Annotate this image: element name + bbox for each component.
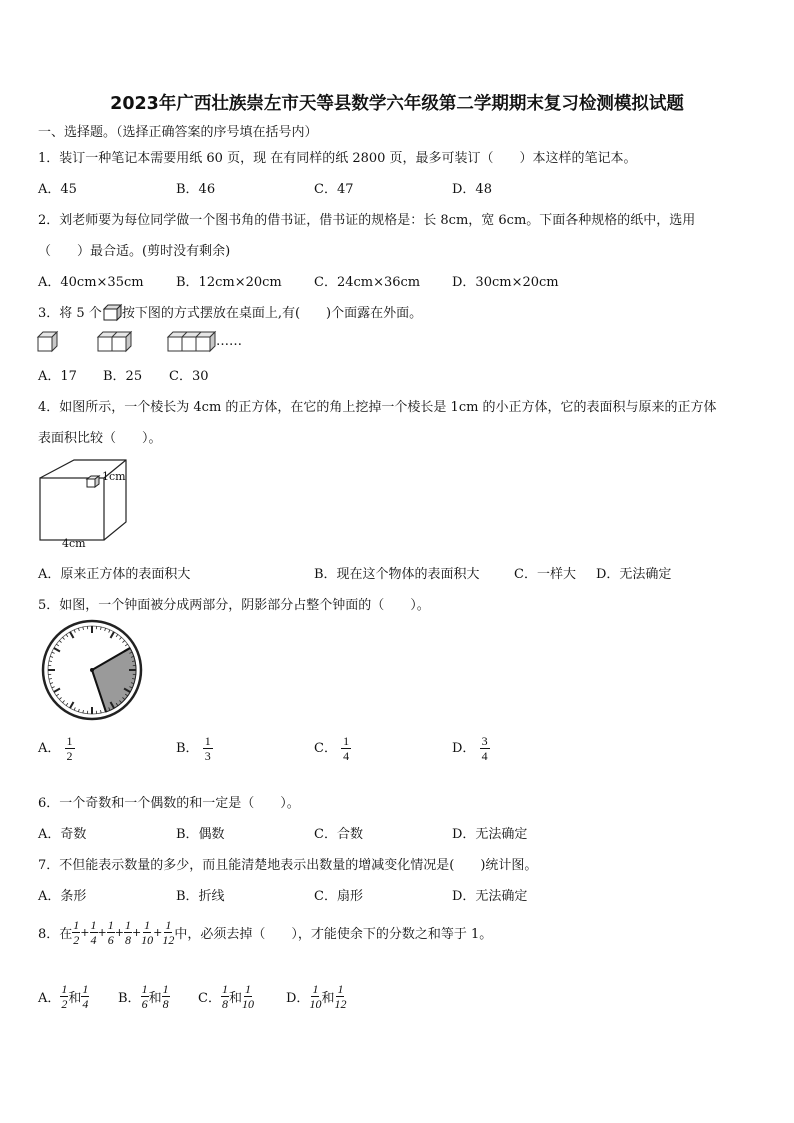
q8-option-d: D． $\frac{1}{10}$ 和 $\frac{1}{12}$ [286, 982, 347, 1011]
option-fraction: $\frac{1}{10}$ [241, 982, 254, 1011]
q4-option-c: C．一样大 [514, 567, 576, 582]
question-7-text: 7．不但能表示数量的多少，而且能清楚地表示出数量的增减变化情况是( )统计图。 [38, 858, 538, 873]
q5-option-a: A． $\frac{1}{2}$ [38, 734, 73, 763]
q2-option-b: B．12cm×20cm [176, 275, 282, 290]
q8-pre: 8．在 [38, 927, 73, 942]
q8-post: 中，必须去掉（ ），才能使余下的分数之和等于 1。 [174, 927, 493, 942]
q3-option-a: A．17 [38, 369, 77, 384]
fraction-term: $\frac{1}{4}$ [90, 918, 97, 947]
option-fraction: $\frac{1}{2}$ [61, 982, 68, 1011]
question-2-line2: （ ）最合适。(剪时没有剩余) [38, 244, 231, 259]
and-label: 和 [68, 991, 82, 1006]
q1-option-b: B．46 [176, 182, 216, 197]
q7-option-c: C．扇形 [314, 889, 363, 904]
fraction-term: $\frac{1}{12}$ [162, 918, 175, 947]
q1-option-a: A．45 [38, 182, 77, 197]
q6-option-c: C．合数 [314, 827, 363, 842]
question-8-text [38, 918, 492, 947]
q3-text-post: 按下图的方式摆放在桌面上,有( )个面露在外面。 [121, 306, 423, 321]
q8-option-a: A． $\frac{1}{2}$ 和 $\frac{1}{4}$ [38, 982, 89, 1011]
question-5-text: 5．如图，一个钟面被分成两部分，阴影部分占整个钟面的（ ）。 [38, 598, 430, 613]
q4-option-b: B．现在这个物体的表面积大 [314, 567, 480, 582]
fraction-one-third: $\frac{1}{3}$ [204, 734, 211, 763]
cube-icon [102, 305, 122, 319]
option-fraction: $\frac{1}{4}$ [82, 982, 89, 1011]
and-label: 和 [321, 991, 335, 1006]
q7-option-b: B．折线 [176, 889, 225, 904]
option-fraction: $\frac{1}{6}$ [141, 982, 148, 1011]
cube-stack-1 [38, 332, 57, 351]
plus-sign: + [153, 926, 163, 939]
fraction-term: $\frac{1}{2}$ [73, 918, 80, 947]
fraction-one-quarter: $\frac{1}{4}$ [343, 734, 350, 763]
q4-option-d: D．无法确定 [596, 567, 672, 582]
q5-option-d: D． $\frac{3}{4}$ [452, 734, 488, 763]
question-4-line1: 4．如图所示，一个棱长为 4cm 的正方体，在它的角上挖掉一个棱长是 1cm 的小正方体，它的表面积与原来的正方体 [38, 400, 717, 415]
plus-sign: + [80, 926, 90, 939]
plus-sign: + [114, 926, 124, 939]
q8-option-b: B． $\frac{1}{6}$ 和 $\frac{1}{8}$ [118, 982, 169, 1011]
notch-small-cube [87, 476, 99, 487]
and-label: 和 [148, 991, 162, 1006]
q3-option-b: B．25 [103, 369, 143, 384]
option-fraction: $\frac{1}{8}$ [162, 982, 169, 1011]
question-1-text: 1．装订一种笔记本需要用纸 60 页，现 在有同样的纸 2800 页，最多可装订（ ）本这样的笔记本。 [38, 151, 637, 166]
q7-option-d: D．无法确定 [452, 889, 528, 904]
q6-option-a: A．奇数 [38, 827, 87, 842]
q4-option-a: A．原来正方体的表面积大 [38, 567, 191, 582]
fraction-one-half: $\frac{1}{2}$ [66, 734, 73, 763]
option-fraction: $\frac{1}{10}$ [309, 982, 322, 1011]
q3-text-pre: 3．将 5 个 [38, 306, 102, 321]
q8-option-c: C． $\frac{1}{8}$ 和 $\frac{1}{10}$ [198, 982, 254, 1011]
section-heading: 一、选择题。（选择正确答案的序号填在括号内） [38, 125, 318, 140]
q2-option-d: D．30cm×20cm [452, 275, 559, 290]
label-4cm: 4cm [62, 537, 86, 550]
cube-stack-3 [168, 332, 215, 351]
question-3-text [38, 302, 422, 321]
q2-option-a: A．40cm×35cm [38, 275, 144, 290]
q3-option-c: C．30 [169, 369, 209, 384]
question-6-text: 6．一个奇数和一个偶数的和一定是（ ）。 [38, 796, 300, 811]
q1-option-d: D．48 [452, 182, 492, 197]
q3-ellipsis: …… [216, 334, 242, 349]
q1-option-c: C．47 [314, 182, 354, 197]
q7-option-a: A．条形 [38, 889, 87, 904]
q6-option-d: D．无法确定 [452, 827, 528, 842]
option-fraction: $\frac{1}{12}$ [334, 982, 347, 1011]
fraction-three-quarters: $\frac{3}{4}$ [481, 734, 488, 763]
label-1cm: 1cm [102, 470, 126, 483]
option-fraction: $\frac{1}{8}$ [221, 982, 228, 1011]
page-title: 2023年广西壮族崇左市天等县数学六年级第二学期期末复习检测模拟试题 [110, 94, 684, 114]
fraction-term: $\frac{1}{10}$ [141, 918, 154, 947]
plus-sign: + [131, 926, 142, 939]
fraction-term: $\frac{1}{8}$ [124, 918, 131, 947]
question-4-line2: 表面积比较（ ）。 [38, 431, 162, 446]
plus-sign: + [97, 926, 107, 939]
q5-option-c: C． $\frac{1}{4}$ [314, 734, 350, 763]
fraction-sum-expression [72, 918, 175, 947]
q6-option-b: B．偶数 [176, 827, 225, 842]
fraction-term: $\frac{1}{6}$ [107, 918, 114, 947]
and-label: 和 [228, 991, 242, 1006]
question-2-line1: 2．刘老师要为每位同学做一个图书角的借书证，借书证的规格是：长 8cm，宽 6cm。下面各种规格的纸中，选用 [38, 213, 696, 228]
q2-option-c: C．24cm×36cm [314, 275, 421, 290]
cube-stack-2 [98, 332, 131, 351]
q5-option-b: B． $\frac{1}{3}$ [176, 734, 211, 763]
